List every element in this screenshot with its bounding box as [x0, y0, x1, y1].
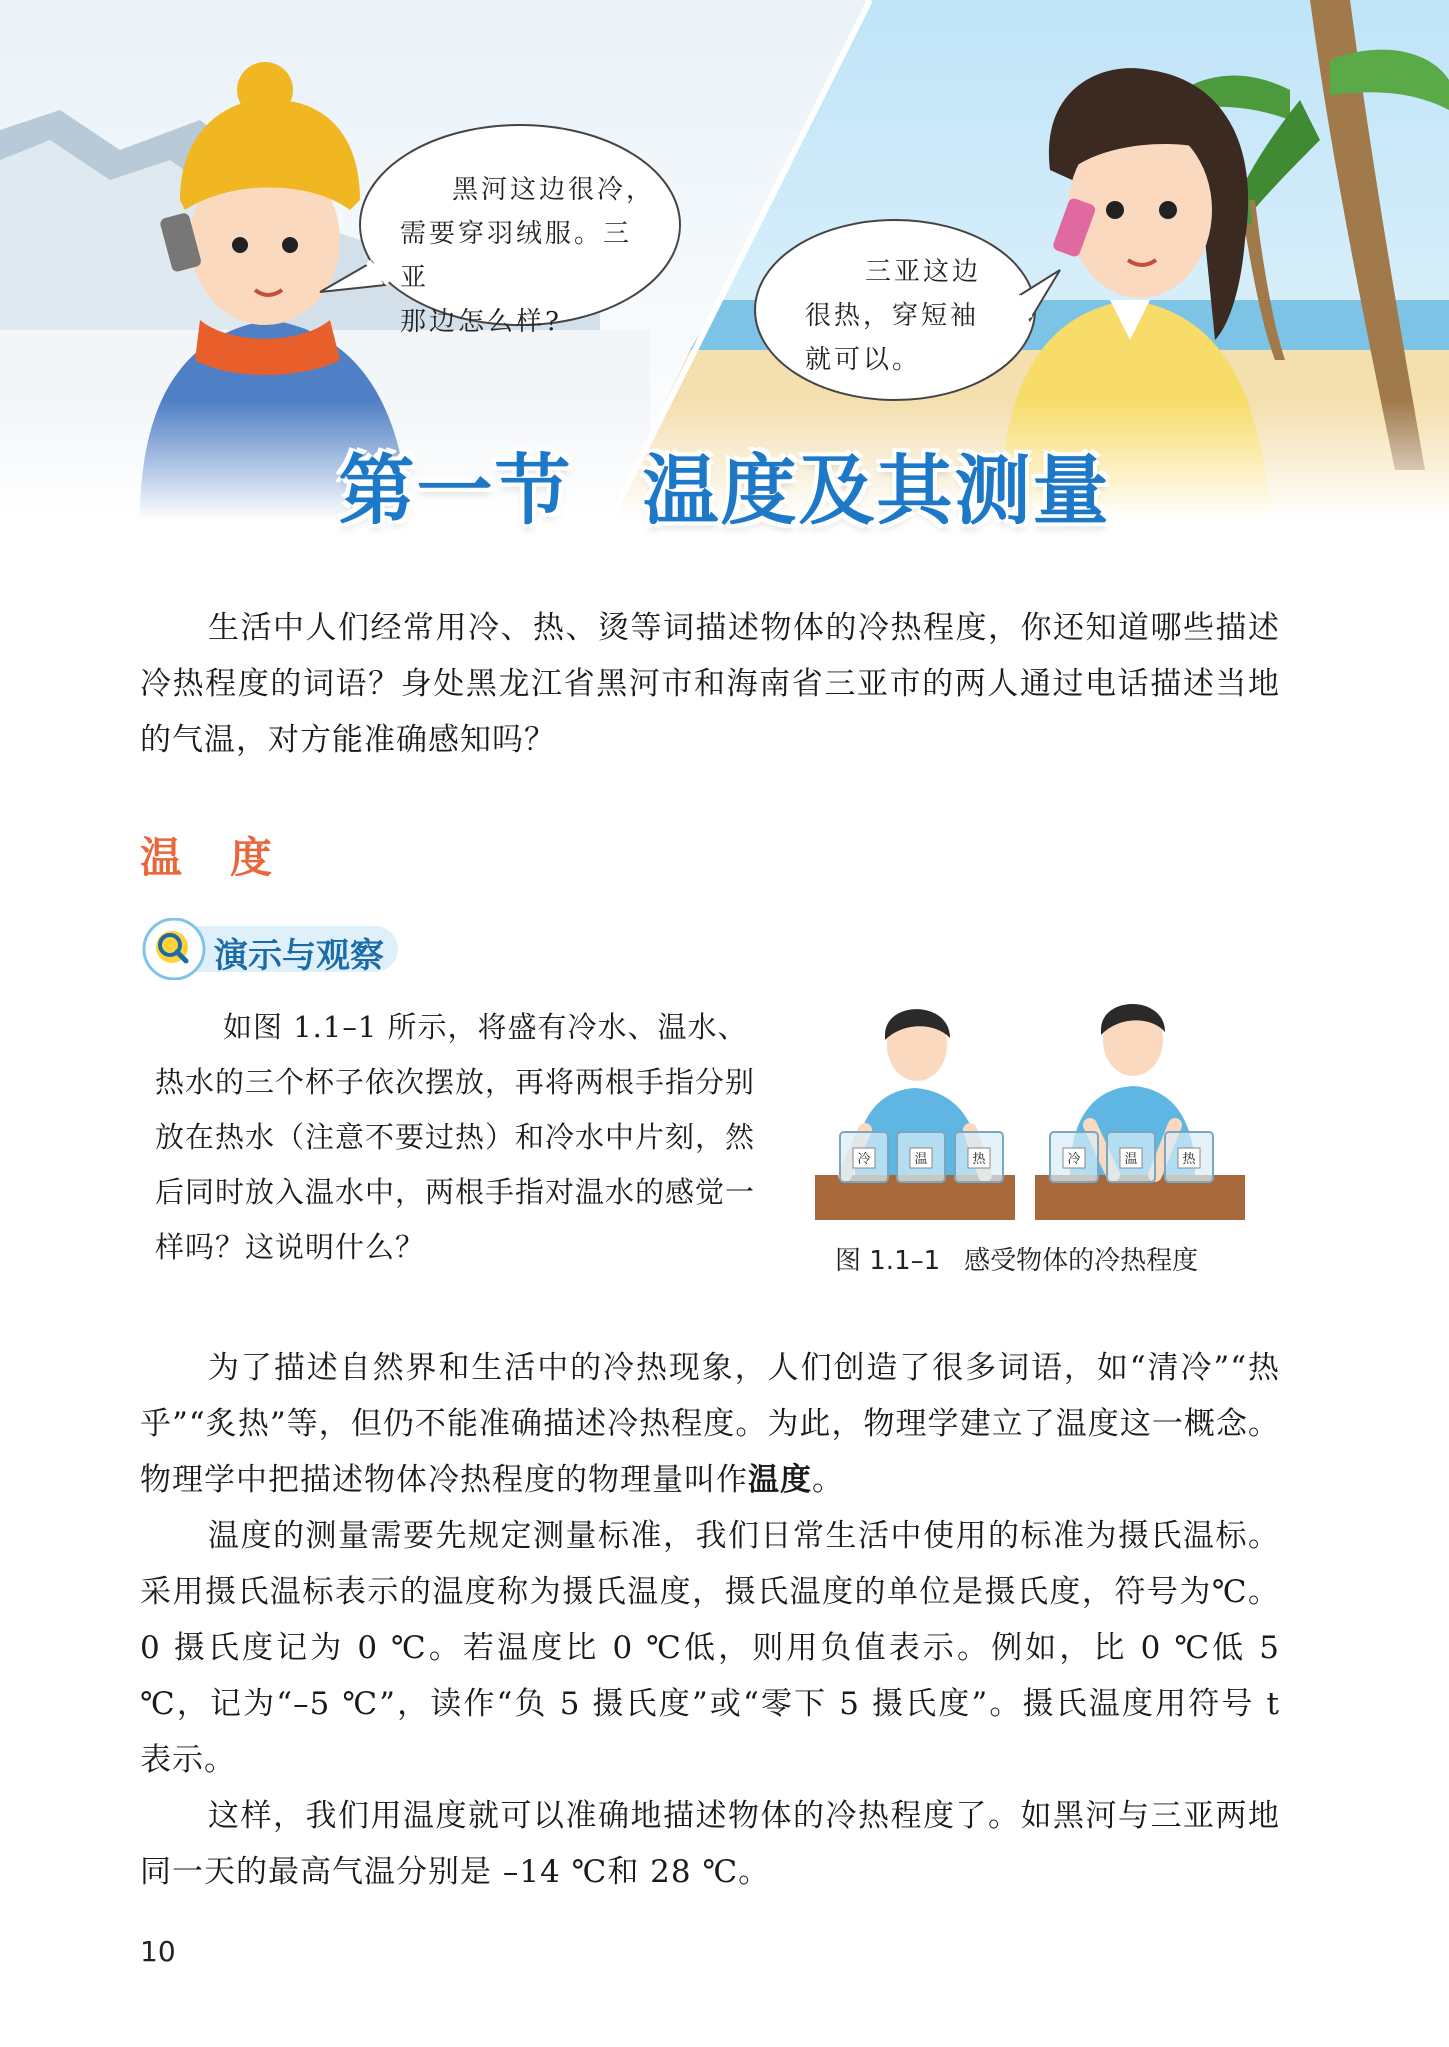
- bubble-right-text: [805, 250, 1005, 382]
- cup-label: 热: [972, 1152, 986, 1167]
- page-number: 10: [140, 1935, 176, 1968]
- caption-text: 感受物体的冷热程度: [964, 1246, 1199, 1276]
- bubble-right-line: 就可以。: [805, 345, 922, 375]
- demo-label: 演示与观察: [214, 936, 384, 976]
- cup-label: 冷: [1067, 1152, 1081, 1167]
- body-text: 为了描述自然界和生活中的冷热现象，人们创造了很多词语，如“清冷”“热乎”“炙热”等，但仍不能准确描述冷热程度。为此，物理学建立了温度这一概念。物理学中把描述物体冷热程度的物理量叫作: [140, 1350, 1280, 1498]
- term-temperature: 温度: [748, 1462, 812, 1498]
- bubble-left-line: 黑河这边很冷，: [452, 175, 656, 205]
- body-paragraph-2: 温度的测量需要先规定测量标准，我们日常生活中使用的标准为摄氏温标。采用摄氏温标表示的温度称为摄氏温度，摄氏温度的单位是摄氏度，符号为℃。0 摄氏度记为 0 ℃。若温度比 0 ℃低，则用负值表示。例如，比 0 ℃低 5 ℃，记为“–5 ℃”，读作“负 5 摄氏度”或“零下 5 摄氏度”。摄氏温度用符号 t 表示。: [140, 1518, 1280, 1778]
- section-heading: 温度: [140, 833, 321, 882]
- figure-caption: [835, 1240, 1198, 1277]
- bubble-left-text: [400, 168, 660, 344]
- bubble-left-line: 那边怎么样?: [400, 307, 562, 337]
- chapter-number: 第一节: [338, 446, 573, 535]
- demo-paragraph: 如图 1.1–1 所示，将盛有冷水、温水、热水的三个杯子依次摆放，再将两根手指分别放在热水（注意不要过热）和冷水中片刻，然后同时放入温水中，两根手指对温水的感觉一样吗？这说明什么？: [155, 1010, 756, 1264]
- body-paragraph-1: [140, 1340, 1280, 1508]
- chapter-name: 温度及其测量: [642, 446, 1111, 535]
- cup-label: 温: [914, 1152, 928, 1167]
- chapter-title: [0, 430, 1449, 539]
- caption-number: 图 1.1–1: [835, 1246, 941, 1276]
- bubble-right-line: 很热，穿短袖: [805, 301, 980, 331]
- body-paragraph-3: 这样，我们用温度就可以准确地描述物体的冷热程度了。如黑河与三亚两地同一天的最高气温分别是 –14 ℃和 28 ℃。: [140, 1798, 1280, 1890]
- cup-label: 冷: [857, 1152, 871, 1167]
- cup-label: 热: [1182, 1152, 1196, 1167]
- figure-illustration: [815, 960, 1245, 1230]
- cup-label: 温: [1124, 1152, 1138, 1167]
- bubble-right-line: 三亚这边: [865, 257, 982, 287]
- bubble-left-line: 需要穿羽绒服。三亚: [400, 219, 633, 293]
- intro-paragraph: 生活中人们经常用冷、热、烫等词描述物体的冷热程度，你还知道哪些描述冷热程度的词语？身处黑龙江省黑河市和海南省三亚市的两人通过电话描述当地的气温，对方能准确感知吗？: [140, 610, 1280, 758]
- body-text: 。: [812, 1462, 844, 1498]
